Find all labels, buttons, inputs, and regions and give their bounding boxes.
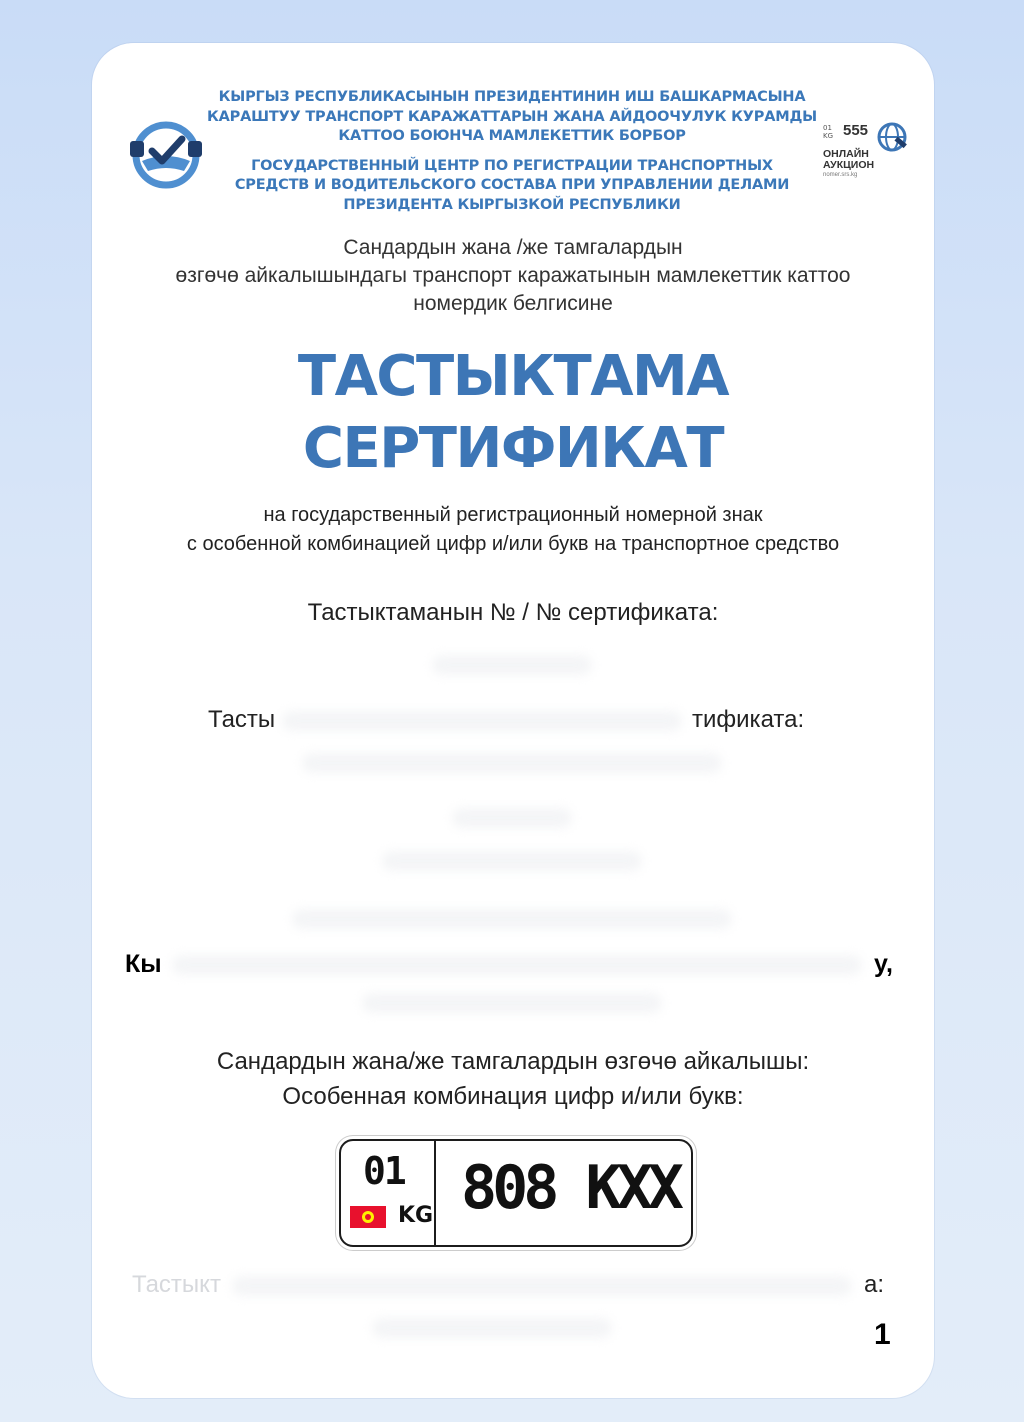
globe-gavel-icon (875, 120, 909, 154)
organization-name (192, 88, 832, 215)
auction-number: 555 (843, 122, 869, 139)
owner-line-end: у, (874, 950, 893, 978)
mini-plate-text: 01 KG (823, 124, 834, 140)
bottom-label-start: Тастыкт (132, 1271, 221, 1298)
date-label-end: тификата: (692, 706, 805, 733)
certificate-card (92, 43, 934, 1398)
org-ru-line: ПРЕЗИДЕНТА КЫРГЫЗКОЙ РЕСПУБЛИКИ (343, 196, 681, 213)
org-ru-line: СРЕДСТВ И ВОДИТЕЛЬСКОГО СОСТАВА ПРИ УПРАВЛЕНИИ ДЕЛАМИ (234, 177, 790, 193)
online-auction-logo (823, 122, 918, 182)
subtitle-russian (92, 501, 934, 559)
kyrgyz-flag-icon (350, 1206, 386, 1228)
subtitle-ru-line: на государственный регистрационный номерной знак (263, 504, 763, 526)
org-ky-line: КЫРГЫЗ РЕСПУБЛИКАСЫНЫН ПРЕЗИДЕНТИНИН ИШ БАШКАРМАСЫНА (218, 89, 806, 105)
license-plate (339, 1139, 693, 1247)
redacted-owner-name (172, 955, 862, 975)
title-ky: ТАСТЫКТАМА (297, 344, 729, 409)
auction-label (823, 149, 874, 171)
org-ky-line: КАРАШТУУ ТРАНСПОРТ КАРАЖАТТАРЫН ЖАНА АЙДООЧУЛУК КУРАМДЫ (207, 108, 817, 125)
org-ru-line: ГОСУДАРСТВЕННЫЙ ЦЕНТР ПО РЕГИСТРАЦИИ ТРАНСПОРТНЫХ (251, 157, 773, 174)
document-title (92, 341, 934, 485)
combination-label-ru: Особенная комбинация цифр и/или букв: (282, 1083, 744, 1110)
bottom-label-end: а: (864, 1271, 885, 1298)
combination-label-ky: Сандардын жана/же тамгалардын өзгөчө айкалышы: (216, 1048, 810, 1075)
redacted-date-label (282, 711, 682, 731)
page-number: 1 (874, 1318, 891, 1351)
owner-line-start: Кы (125, 950, 162, 978)
plate-region-code: 01 (363, 1149, 405, 1193)
certificate-header (92, 43, 934, 233)
redacted-bottom-value (372, 1318, 612, 1338)
plate-divider (434, 1141, 436, 1245)
title-ru: СЕРТИФИКАТ (302, 416, 724, 481)
subtitle-kyrgyz (92, 234, 934, 318)
redacted-certificate-number (432, 655, 592, 675)
subtitle-ky-line: номердик белгисине (413, 292, 613, 315)
redacted-text (452, 808, 572, 828)
subtitle-ru-line: с особенной комбинацией цифр и/или букв на транспортное средство (186, 533, 840, 555)
plate-country-code: KG (398, 1203, 434, 1228)
org-ky-line: КАТТОО БОЮНЧА МАМЛЕКЕТТИК БОРБОР (338, 128, 686, 144)
redacted-owner-label (292, 909, 732, 929)
redacted-text (382, 851, 642, 871)
redacted-bottom-label (232, 1276, 852, 1296)
auction-site: nomer.srs.kg (823, 172, 858, 178)
plate-number: 808 KXX (461, 1153, 679, 1223)
certificate-number-label: Тастыктаманын № / № сертификата: (307, 599, 719, 626)
auction-label-line2: АУКЦИОН (823, 159, 875, 171)
redacted-owner-detail (362, 993, 662, 1013)
redacted-date-value (302, 753, 722, 773)
auction-label-line1: ОНЛАЙН (823, 148, 869, 160)
subtitle-ky-line: Сандардын жана /же тамгалардын (343, 236, 683, 259)
date-label-start: Тасты (208, 706, 276, 733)
subtitle-ky-line: өзгөчө айкалышындагы транспорт каражатынын мамлекеттик каттоо (175, 264, 851, 287)
